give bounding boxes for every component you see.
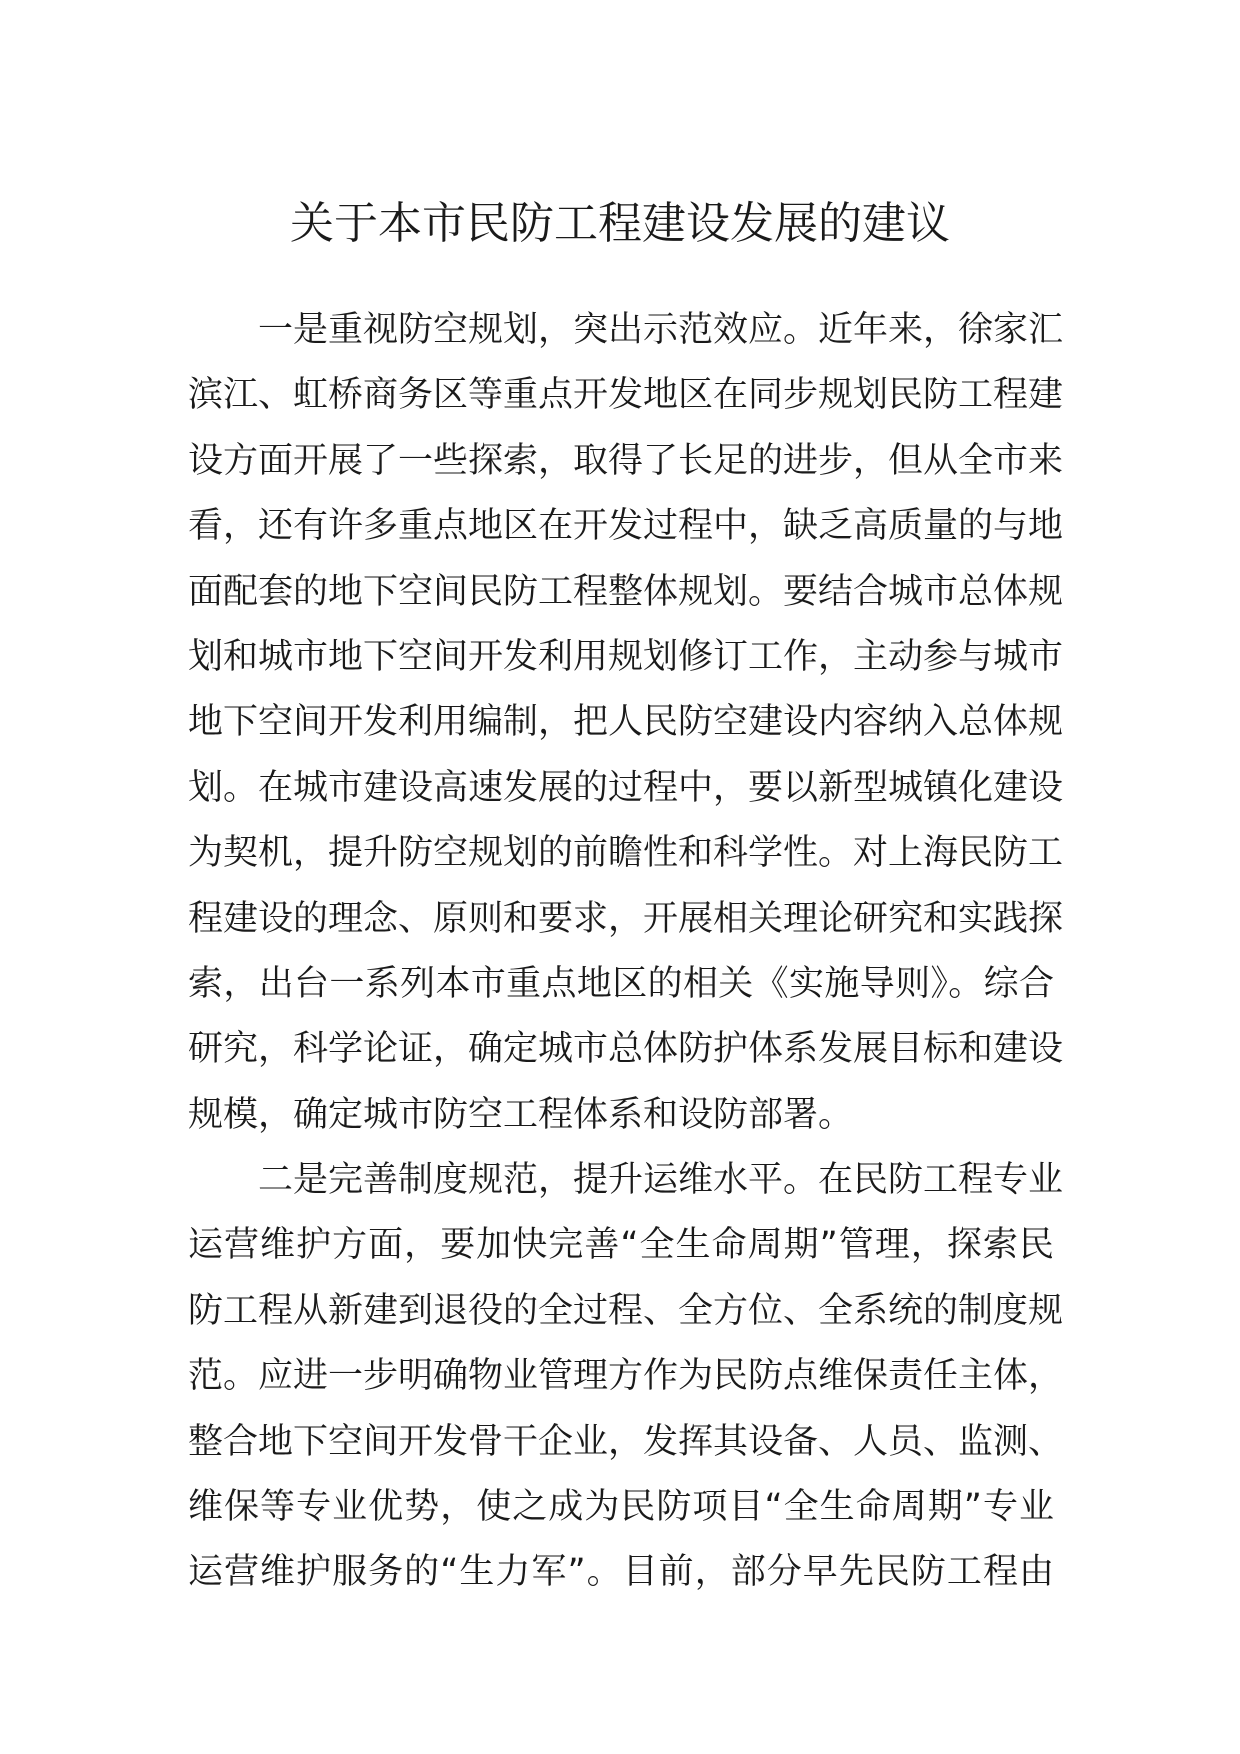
text-line: 设方面开展了一些探索，取得了长足的进步，但从全市来 <box>188 440 1064 481</box>
text-line: 二是完善制度规范，提升运维水平。在民防工程专业 <box>258 1160 1064 1201</box>
text-line: 规模，确定城市防空工程体系和设防部署。 <box>188 1094 854 1135</box>
text-line: 范。应进一步明确物业管理方作为民防点维保责任主体， <box>188 1356 1064 1397</box>
text-line: 滨江、虹桥商务区等重点开发地区在同步规划民防工程建 <box>188 375 1064 416</box>
text-line: 运营维护服务的“生力军”。目前，部分早先民防工程由 <box>188 1552 1054 1593</box>
text-line: 研究，科学论证，确定城市总体防护体系发展目标和建设 <box>188 1029 1064 1070</box>
text-line: 一是重视防空规划，突出示范效应。近年来，徐家汇 <box>258 310 1064 350</box>
text-line: 运营维护方面，要加快完善“全生命周期”管理，探索民 <box>188 1225 1054 1266</box>
text-line: 整合地下空间开发骨干企业，发挥其设备、人员、监测、 <box>188 1421 1064 1462</box>
text-line: 程建设的理念、原则和要求，开展相关理论研究和实践探 <box>188 898 1064 939</box>
text-line: 防工程从新建到退役的全过程、全方位、全系统的制度规 <box>188 1290 1064 1331</box>
text-line: 面配套的地下空间民防工程整体规划。要结合城市总体规 <box>188 571 1064 612</box>
text-line: 看，还有许多重点地区在开发过程中，缺乏高质量的与地 <box>188 506 1064 547</box>
text-line: 划。在城市建设高速发展的过程中，要以新型城镇化建设 <box>188 767 1064 808</box>
text-line: 划和城市地下空间开发利用规划修订工作，主动参与城市 <box>188 636 1064 677</box>
paragraph-planning <box>188 298 1064 1148</box>
document-title: 关于本市民防工程建设发展的建议 <box>290 198 950 250</box>
text-line: 索，出台一系列本市重点地区的相关《实施导则》。综合 <box>188 963 1054 1004</box>
text-line: 维保等专业优势，使之成为民防项目“全生命周期”专业 <box>188 1487 1054 1528</box>
paragraph-regulations <box>188 1148 1064 1606</box>
text-line: 为契机，提升防空规划的前瞻性和科学性。对上海民防工 <box>188 833 1064 874</box>
text-line: 地下空间开发利用编制，把人民防空建设内容纳入总体规 <box>188 702 1064 743</box>
document-body <box>188 298 1064 1606</box>
